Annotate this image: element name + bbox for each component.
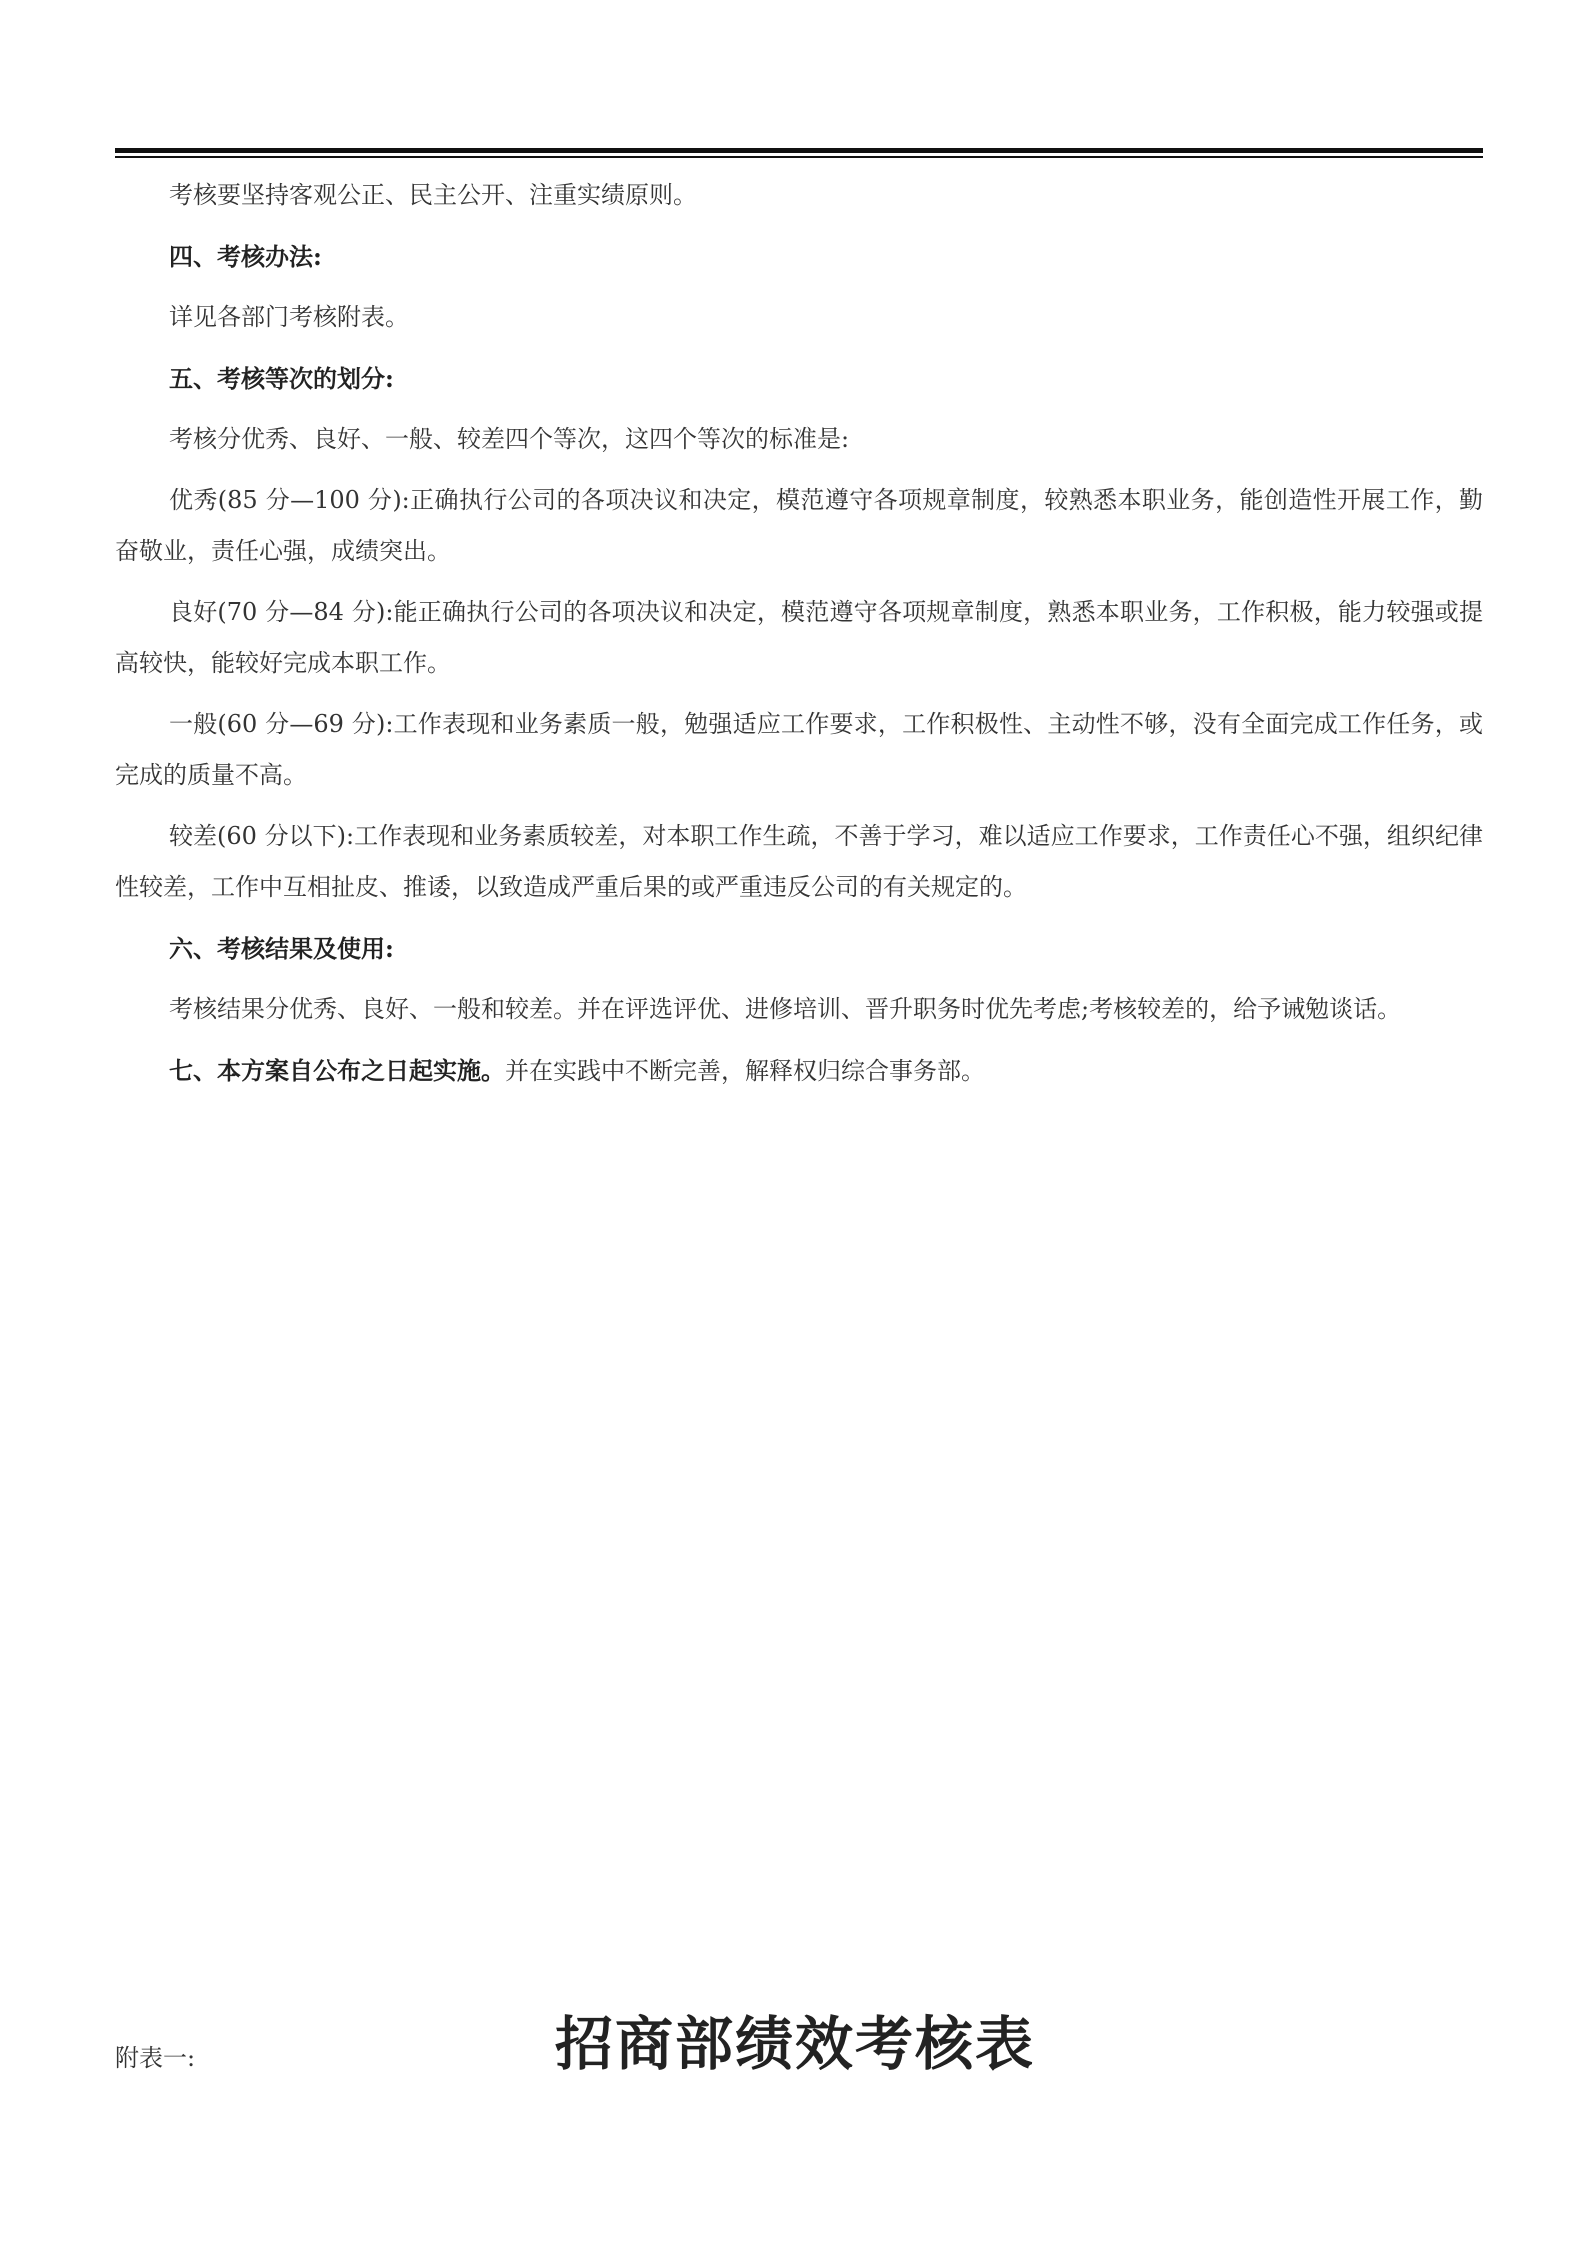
header-rule-thick bbox=[115, 148, 1483, 153]
paragraph-results-detail: 考核结果分优秀、良好、一般和较差。并在评选评优、进修培训、晋升职务时优先考虑;考核较差的，给予诫勉谈话。 bbox=[169, 995, 1402, 1023]
document-body bbox=[115, 170, 1483, 1107]
paragraph-method-detail: 详见各部门考核附表。 bbox=[169, 303, 409, 331]
heading-assessment-method: 四、考核办法: bbox=[169, 242, 322, 271]
paragraph-grade-average: 一般(60 分—69 分):工作表现和业务素质一般，勉强适应工作要求，工作积极性、主动性不够，没有全面完成工作任务，或完成的质量不高。 bbox=[115, 710, 1483, 789]
appendix-table-title: 招商部绩效考核表 bbox=[555, 2010, 1036, 2078]
paragraph-grade-good: 良好(70 分—84 分):能正确执行公司的各项决议和决定，模范遵守各项规章制度，熟悉本职业务，工作积极，能力较强或提高较快，能较好完成本职工作。 bbox=[115, 598, 1483, 677]
paragraph-grade-poor: 较差(60 分以下):工作表现和业务素质较差，对本职工作生疏，不善于学习，难以适应工作要求，工作责任心不强，组织纪律性较差，工作中互相扯皮、推诿，以致造成严重后果的或严重违反公司的有关规定的。 bbox=[115, 822, 1483, 901]
implementation-rest: 并在实践中不断完善，解释权归综合事务部。 bbox=[505, 1057, 985, 1085]
heading-results-usage: 六、考核结果及使用: bbox=[169, 934, 394, 963]
appendix-label: 附表一: bbox=[115, 2044, 196, 2072]
heading-grade-division: 五、考核等次的划分: bbox=[169, 364, 394, 393]
paragraph-grade-intro: 考核分优秀、良好、一般、较差四个等次，这四个等次的标准是: bbox=[169, 425, 850, 453]
paragraph-implementation bbox=[115, 1045, 1483, 1097]
paragraph-principle: 考核要坚持客观公正、民主公开、注重实绩原则。 bbox=[169, 181, 697, 209]
paragraph-grade-excellent: 优秀(85 分—100 分):正确执行公司的各项决议和决定，模范遵守各项规章制度，较熟悉本职业务，能创造性开展工作，勤奋敬业，责任心强，成绩突出。 bbox=[115, 486, 1483, 565]
header-rule-thin bbox=[115, 156, 1483, 158]
header-double-rule bbox=[115, 148, 1483, 160]
implementation-bold-lead: 七、本方案自公布之日起实施。 bbox=[169, 1056, 505, 1085]
